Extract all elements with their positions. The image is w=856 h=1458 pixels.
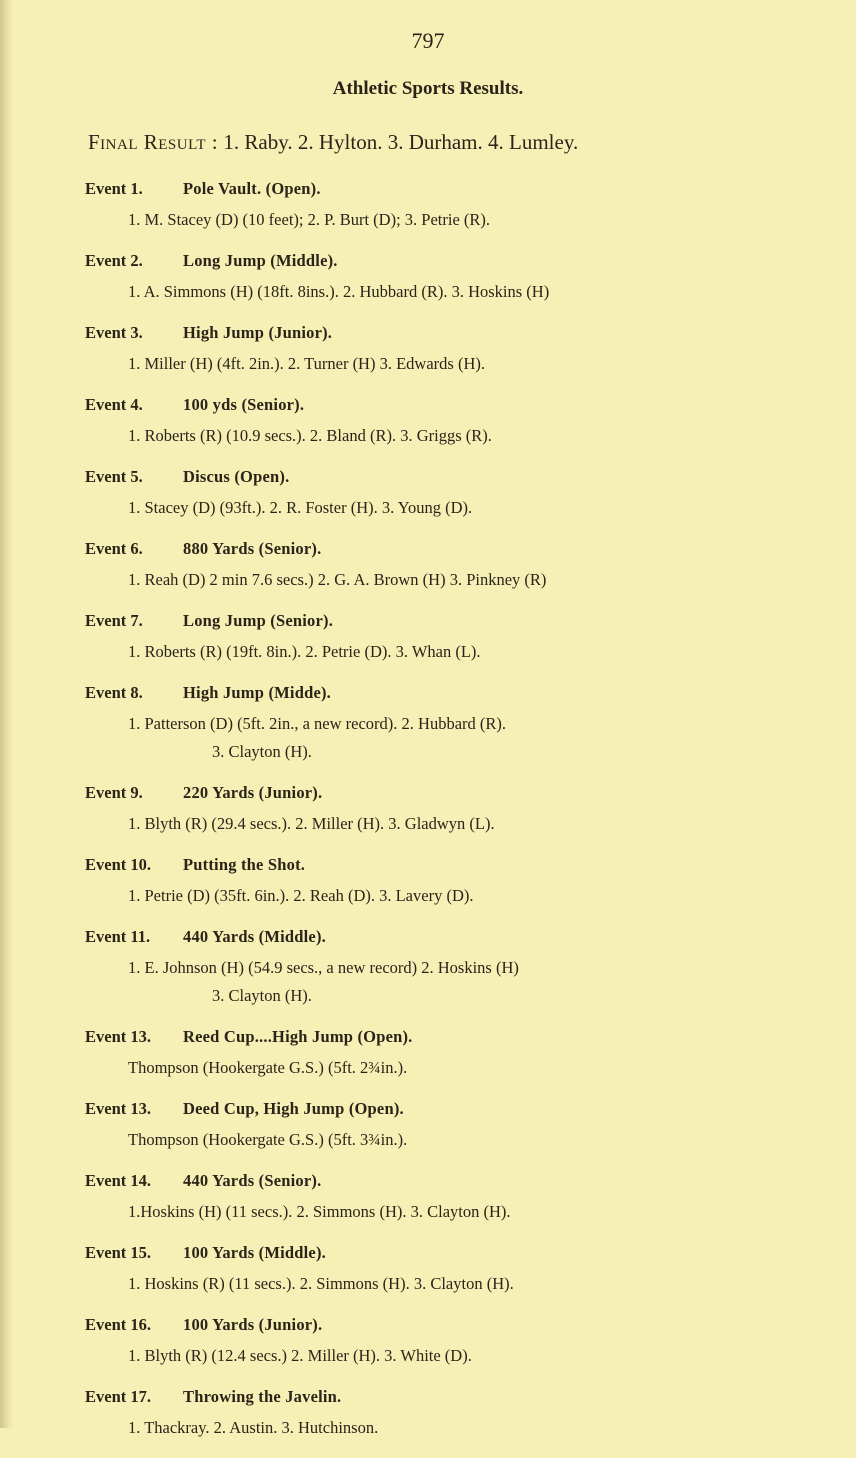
event-name: 220 Yards (Junior). [183,783,323,802]
event-title [85,538,856,568]
event-result-line: 1. Thackray. 2. Austin. 3. Hutchinson. [128,1418,379,1437]
event-spacer [0,596,856,610]
event-name: Long Jump (Senior). [183,611,334,630]
event-title [85,1314,856,1344]
event-block [0,610,856,682]
event-name: Putting the Shot. [183,855,306,874]
event-title [85,926,856,956]
event-number: Event 13. [85,1099,151,1118]
event-result-line: 3. Clayton (H). [212,986,312,1005]
final-result [88,130,828,155]
event-title [85,178,856,208]
event-result-line: 1. Hoskins (R) (11 secs.). 2. Simmons (H). 3. Clayton (H). [128,1274,514,1293]
event-result-line: 1. Miller (H) (4ft. 2in.). 2. Turner (H) 3. Edwards (H). [128,354,485,373]
event-result-line: 3. Clayton (H). [212,742,312,761]
event-block [0,178,856,250]
event-name: Reed Cup....High Jump (Open). [183,1027,413,1046]
event-spacer [0,524,856,538]
page-number: 797 [411,28,445,53]
event-name: Deed Cup, High Jump (Open). [183,1099,404,1118]
event-title [85,1242,856,1272]
event-result-line: 1. Stacey (D) (93ft.). 2. R. Foster (H). 3. Young (D). [128,498,473,517]
event-number: Event 2. [85,251,143,270]
page-heading: Athletic Sports Results. [332,78,524,99]
event-number: Event 11. [85,927,151,946]
event-spacer [0,912,856,926]
event-block [0,1170,856,1242]
event-number: Event 6. [85,539,143,558]
event-number: Event 15. [85,1243,151,1262]
event-result-line: 1. M. Stacey (D) (10 feet); 2. P. Burt (D); 3. Petrie (R). [128,210,491,229]
event-name: 100 Yards (Junior). [183,1315,323,1334]
event-number: Event 14. [85,1171,151,1190]
event-name: Throwing the Javelin. [183,1387,342,1406]
event-result-line: 1. Roberts (R) (10.9 secs.). 2. Bland (R). 3. Griggs (R). [128,426,492,445]
event-number: Event 3. [85,323,143,342]
event-number: Event 9. [85,783,143,802]
final-result-label: Final Result : [88,130,219,154]
event-title [85,394,856,424]
event-block [0,466,856,538]
event-title [85,322,856,352]
event-spacer [0,1300,856,1314]
event-result-line: 1. Patterson (D) (5ft. 2in., a new record). 2. Hubbard (R). [128,714,507,733]
final-result-text: 1. Raby. 2. Hylton. 3. Durham. 4. Lumley. [223,130,579,154]
event-spacer [0,1228,856,1242]
event-result-line: 1. A. Simmons (H) (18ft. 8ins.). 2. Hubbard (R). 3. Hoskins (H) [128,282,550,301]
event-result-line: 1. Reah (D) 2 min 7.6 secs.) 2. G. A. Brown (H) 3. Pinkney (R) [128,570,547,589]
event-block [0,782,856,854]
event-number: Event 16. [85,1315,151,1334]
event-block [0,1242,856,1314]
event-spacer [0,1444,856,1458]
event-block [0,250,856,322]
event-spacer [0,768,856,782]
event-result-line: Thompson (Hookergate G.S.) (5ft. 2¾in.). [128,1058,408,1077]
event-number: Event 4. [85,395,143,414]
event-spacer [0,452,856,466]
event-name: 100 Yards (Middle). [183,1243,326,1262]
event-result-line: 1. E. Johnson (H) (54.9 secs., a new record) 2. Hoskins (H) [128,958,519,977]
event-spacer [0,1372,856,1386]
event-block [0,322,856,394]
event-title [85,250,856,280]
event-name: Discus (Open). [183,467,290,486]
event-name: 440 Yards (Middle). [183,927,326,946]
event-spacer [0,668,856,682]
event-name: 880 Yards (Senior). [183,539,322,558]
event-block [0,1098,856,1170]
event-block [0,1386,856,1458]
event-title [85,854,856,884]
event-block [0,926,856,1026]
event-title [85,610,856,640]
event-result-line: 1.Hoskins (H) (11 secs.). 2. Simmons (H). 3. Clayton (H). [128,1202,511,1221]
event-spacer [0,1156,856,1170]
event-title [85,1170,856,1200]
event-spacer [0,1084,856,1098]
event-result-line: 1. Roberts (R) (19ft. 8in.). 2. Petrie (D). 3. Whan (L). [128,642,481,661]
event-block [0,538,856,610]
event-result-line: 1. Blyth (R) (12.4 secs.) 2. Miller (H). 3. White (D). [128,1346,472,1365]
event-number: Event 8. [85,683,143,702]
event-number: Event 10. [85,855,151,874]
event-name: Pole Vault. (Open). [183,179,321,198]
event-title [85,1386,856,1416]
event-name: 440 Yards (Senior). [183,1171,322,1190]
event-block [0,682,856,782]
event-title [85,1026,856,1056]
event-block [0,1314,856,1386]
event-spacer [0,380,856,394]
event-title [85,1098,856,1128]
event-number: Event 7. [85,611,143,630]
event-title [85,682,856,712]
event-spacer [0,840,856,854]
event-list [0,178,856,1458]
event-number: Event 1. [85,179,143,198]
event-result-line: Thompson (Hookergate G.S.) (5ft. 3¾in.). [128,1130,408,1149]
event-spacer [0,236,856,250]
event-spacer [0,1012,856,1026]
event-spacer [0,308,856,322]
event-name: High Jump (Junior). [183,323,333,342]
event-number: Event 13. [85,1027,151,1046]
event-name: Long Jump (Middle). [183,251,338,270]
event-number: Event 5. [85,467,143,486]
event-block [0,1026,856,1098]
event-block [0,394,856,466]
event-title [85,466,856,496]
event-result-line: 1. Blyth (R) (29.4 secs.). 2. Miller (H). 3. Gladwyn (L). [128,814,495,833]
event-name: 100 yds (Senior). [183,395,305,414]
event-number: Event 17. [85,1387,151,1406]
event-block [0,854,856,926]
event-title [85,782,856,812]
event-name: High Jump (Midde). [183,683,331,702]
event-result-line: 1. Petrie (D) (35ft. 6in.). 2. Reah (D). 3. Lavery (D). [128,886,474,905]
